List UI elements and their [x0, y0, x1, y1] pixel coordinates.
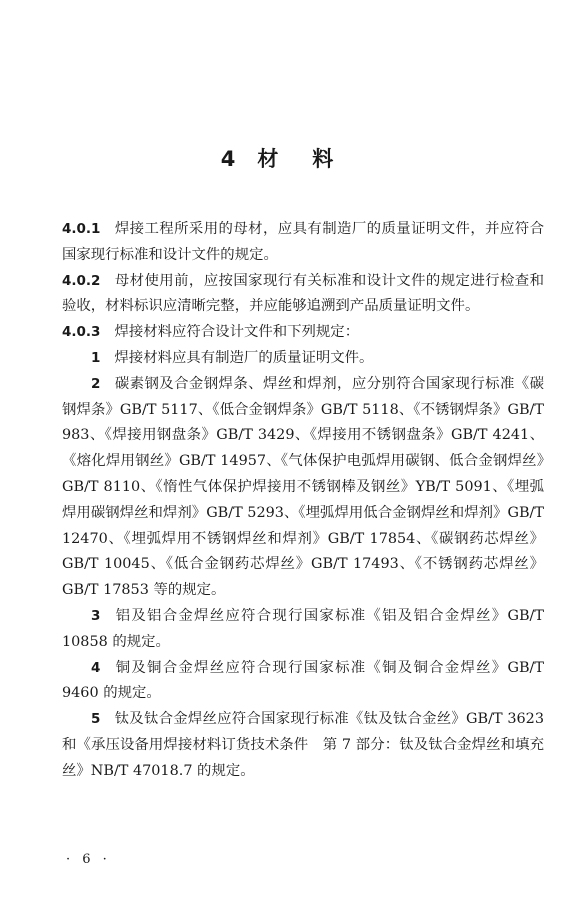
item-number: 5: [91, 711, 101, 728]
page-number: · 6 ·: [66, 852, 111, 867]
item-text: 铝及铝合金焊丝应符合现行国家标准《铝及铝合金焊丝》GB/T 10858 的规定。: [62, 607, 544, 650]
chapter-title: [0, 143, 588, 173]
body-text: [62, 217, 544, 785]
chapter-title-text: 材料: [257, 147, 368, 171]
clause-4-0-3: [62, 320, 544, 346]
clause-4-0-2: [62, 269, 544, 321]
list-item: [62, 707, 544, 784]
chapter-number: 4: [220, 147, 236, 171]
clause-number: 4.0.3: [62, 324, 101, 341]
item-text: 碳素钢及合金钢焊条、焊丝和焊剂，应分别符合国家现行标准《碳钢焊条》GB/T 5117、《低合金钢焊条》GB/T 5118、《不锈钢焊条》GB/T 983、《焊接用钢盘条》GB/T 3429、《焊接用不锈钢盘条》GB/T 4241、《熔化焊用钢丝》GB/T 14957、《气体保护电弧焊用碳钢、低合金钢焊丝》GB/T 8110、《惰性气体保护焊接用不锈钢棒及钢丝》YB/T 5091、《埋弧焊用碳钢焊丝和焊剂》GB/T 5293、《埋弧焊用低合金钢焊丝和焊剂》GB/T 12470、《埋弧焊用不锈钢焊丝和焊剂》GB/T 17854、《碳钢药芯焊丝》GB/T 10045、《低合金钢药芯焊丝》GB/T 17493、《不锈钢药芯焊丝》GB/T 17853 等的规定。: [62, 375, 544, 599]
item-number: 1: [91, 349, 101, 366]
item-text: 焊接材料应具有制造厂的质量证明文件。: [114, 349, 374, 366]
clause-text: 母材使用前，应按国家现行有关标准和设计文件的规定进行检查和验收，材料标识应清晰完整，并应能够追溯到产品质量证明文件。: [62, 272, 544, 315]
list-item: [62, 604, 544, 656]
item-text: 钛及钛合金焊丝应符合国家现行标准《钛及钛合金丝》GB/T 3623 和《承压设备用焊接材料订货技术条件 第 7 部分：钛及钛合金焊丝和填充丝》NB/T 47018.7 的规定。: [62, 711, 544, 779]
list-item: [62, 346, 544, 372]
list-item: [62, 372, 544, 604]
item-text: 铜及铜合金焊丝应符合现行国家标准《铜及铜合金焊丝》GB/T 9460 的规定。: [62, 659, 544, 702]
clause-text: 焊接材料应符合设计文件和下列规定：: [114, 324, 360, 341]
item-number: 3: [91, 607, 101, 624]
list-item: [62, 656, 544, 708]
clause-number: 4.0.1: [62, 221, 101, 237]
item-number: 2: [91, 375, 101, 392]
clause-text: 焊接工程所采用的母材，应具有制造厂的质量证明文件，并应符合国家现行标准和设计文件的规定。: [62, 221, 544, 263]
clause-4-0-1: [62, 217, 544, 269]
clause-number: 4.0.2: [62, 272, 101, 289]
item-number: 4: [91, 659, 101, 676]
